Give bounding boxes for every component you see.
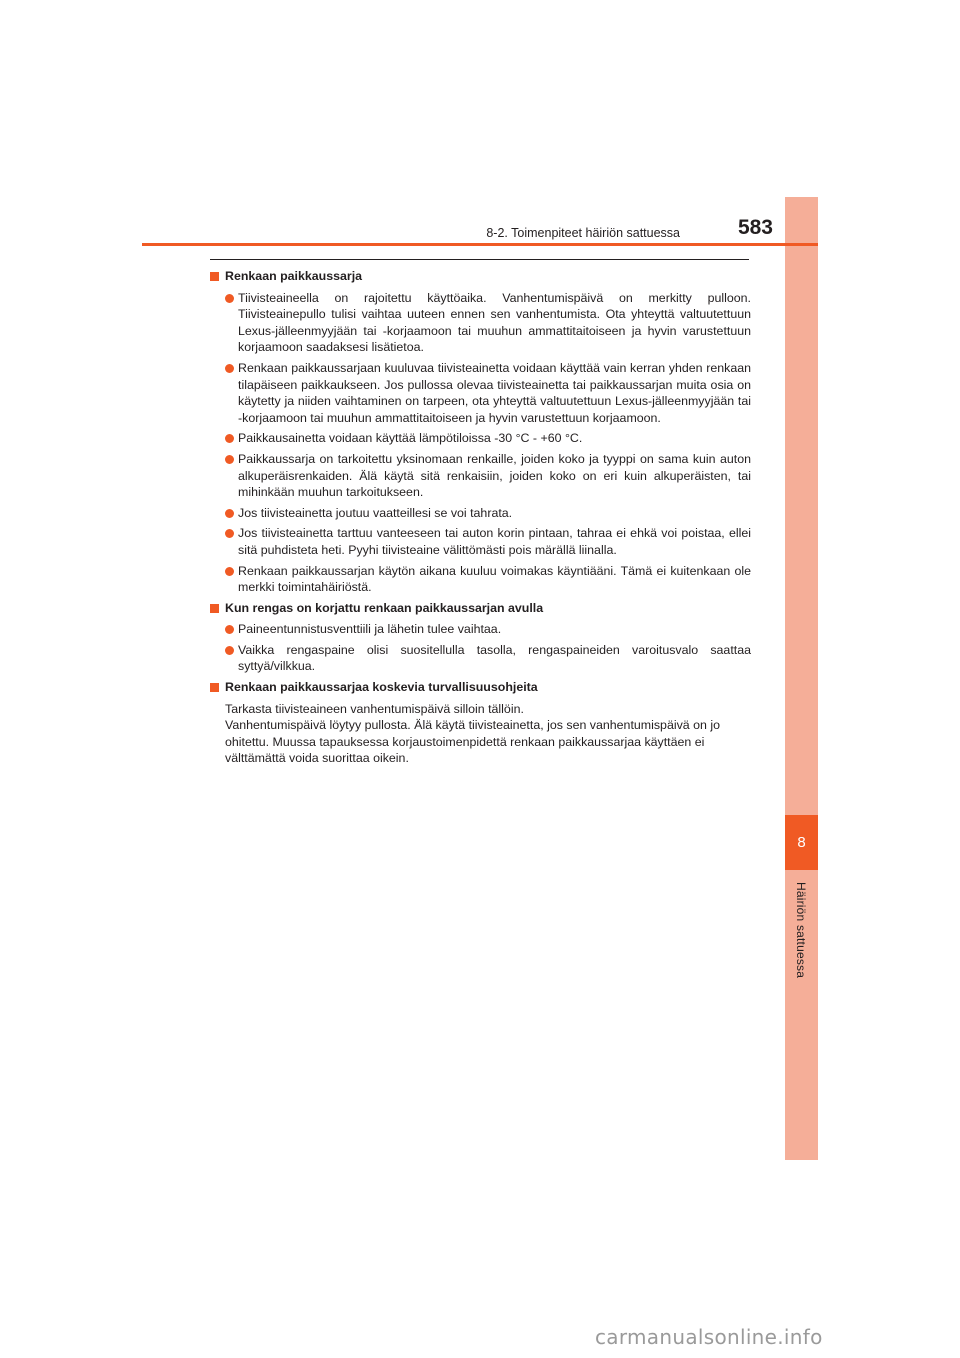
section-heading: Renkaan paikkaussarja [210, 268, 751, 285]
square-bullet-icon [210, 272, 219, 281]
paragraph: Vanhentumispäivä löytyy pullosta. Älä käytä tiivisteainetta, jos sen vanhentumispäivä on jo ohitettu. Muussa tapauksessa korjaustoimenpidettä renkaan paikkaussarjaa käyttäen ei välttämättä voida suorittaa oikein. [225, 718, 720, 766]
chapter-number-badge: 8 [785, 815, 818, 870]
round-bullet-icon [225, 434, 234, 443]
round-bullet-icon [225, 529, 234, 538]
content-top-rule [210, 259, 749, 260]
paragraph: Tarkasta tiivisteaineen vanhentumispäivä silloin tällöin. [225, 701, 524, 716]
list-item: Paineentunnistusventtiili ja lähetin tulee vaihtaa. [210, 621, 751, 638]
list-item: Jos tiivisteainetta tarttuu vanteeseen tai auton korin pintaan, tahraa ei ehkä voi poistaa, ellei sitä puhdisteta heti. Pyyhi tiivisteaine välittömästi pois märällä liinalla. [210, 525, 751, 558]
list-item: Renkaan paikkaussarjan käytön aikana kuuluu voimakas käyntiääni. Tämä ei kuitenkaan ole merkki toimintahäiriöstä. [210, 563, 751, 596]
round-bullet-icon [225, 625, 234, 634]
footer-watermark: carmanualsonline.info [595, 1325, 823, 1349]
header-rule [142, 243, 818, 246]
round-bullet-icon [225, 646, 234, 655]
round-bullet-icon [225, 294, 234, 303]
page-header [142, 214, 818, 246]
list-item: Paikkaussarja on tarkoitettu yksinomaan renkaille, joiden koko ja tyyppi on sama kuin auton alkuperäisrenkaiden. Älä käytä sitä renkaisiin, joiden koko on eri kuin alkuperäisten, tai mihinkään muuhun tarkoitukseen. [210, 451, 751, 501]
section-heading: Renkaan paikkaussarjaa koskevia turvallisuusohjeita [210, 679, 751, 696]
page-number: 583 [737, 216, 773, 239]
chapter-side-tab [785, 197, 818, 1160]
square-bullet-icon [210, 683, 219, 692]
list-item: Jos tiivisteainetta joutuu vaatteillesi se voi tahrata. [210, 505, 751, 522]
page-content [210, 268, 751, 767]
round-bullet-icon [225, 509, 234, 518]
list-item: Renkaan paikkaussarjaan kuuluvaa tiivisteainetta voidaan käyttää vain kerran yhden renkaan tilapäiseen paikkaukseen. Jos pullossa olevaa tiivisteainetta tai paikkaussarjan muita osia on käytetty ja niiden vaihtaminen on tarpeen, ota yhteyttä valtuutettuun Lexus-jälleenmyyjään tai -korjaamoon tai muuhun ammattitaitoiseen ja hyvin varustettuun korjaamoon. [210, 360, 751, 426]
square-bullet-icon [210, 604, 219, 613]
list-item: Tiivisteaineella on rajoitettu käyttöaika. Vanhentumispäivä on merkitty pulloon. Tiivisteainepullo tulisi vaihtaa uuteen ennen sen vanhentumista. Ota yhteyttä valtuutettuun Lexus-jälleenmyyjään tai -korjaamoon tai muuhun ammattitaitoiseen ja hyvin varustettuun korjaamoon saadaksesi lisätietoa. [210, 290, 751, 356]
section-heading: Kun rengas on korjattu renkaan paikkaussarjan avulla [210, 600, 751, 617]
chapter-title-vertical: Häiriön sattuessa [794, 882, 808, 979]
list-item: Vaikka rengaspaine olisi suositellulla tasolla, rengaspaineiden varoitusvalo saattaa syttyä/vilkkua. [210, 642, 751, 675]
round-bullet-icon [225, 567, 234, 576]
round-bullet-icon [225, 455, 234, 464]
round-bullet-icon [225, 364, 234, 373]
list-item: Paikkausainetta voidaan käyttää lämpötiloissa -30 °C - +60 °C. [210, 430, 751, 447]
section-title: 8-2. Toimenpiteet häiriön sattuessa [486, 226, 680, 240]
